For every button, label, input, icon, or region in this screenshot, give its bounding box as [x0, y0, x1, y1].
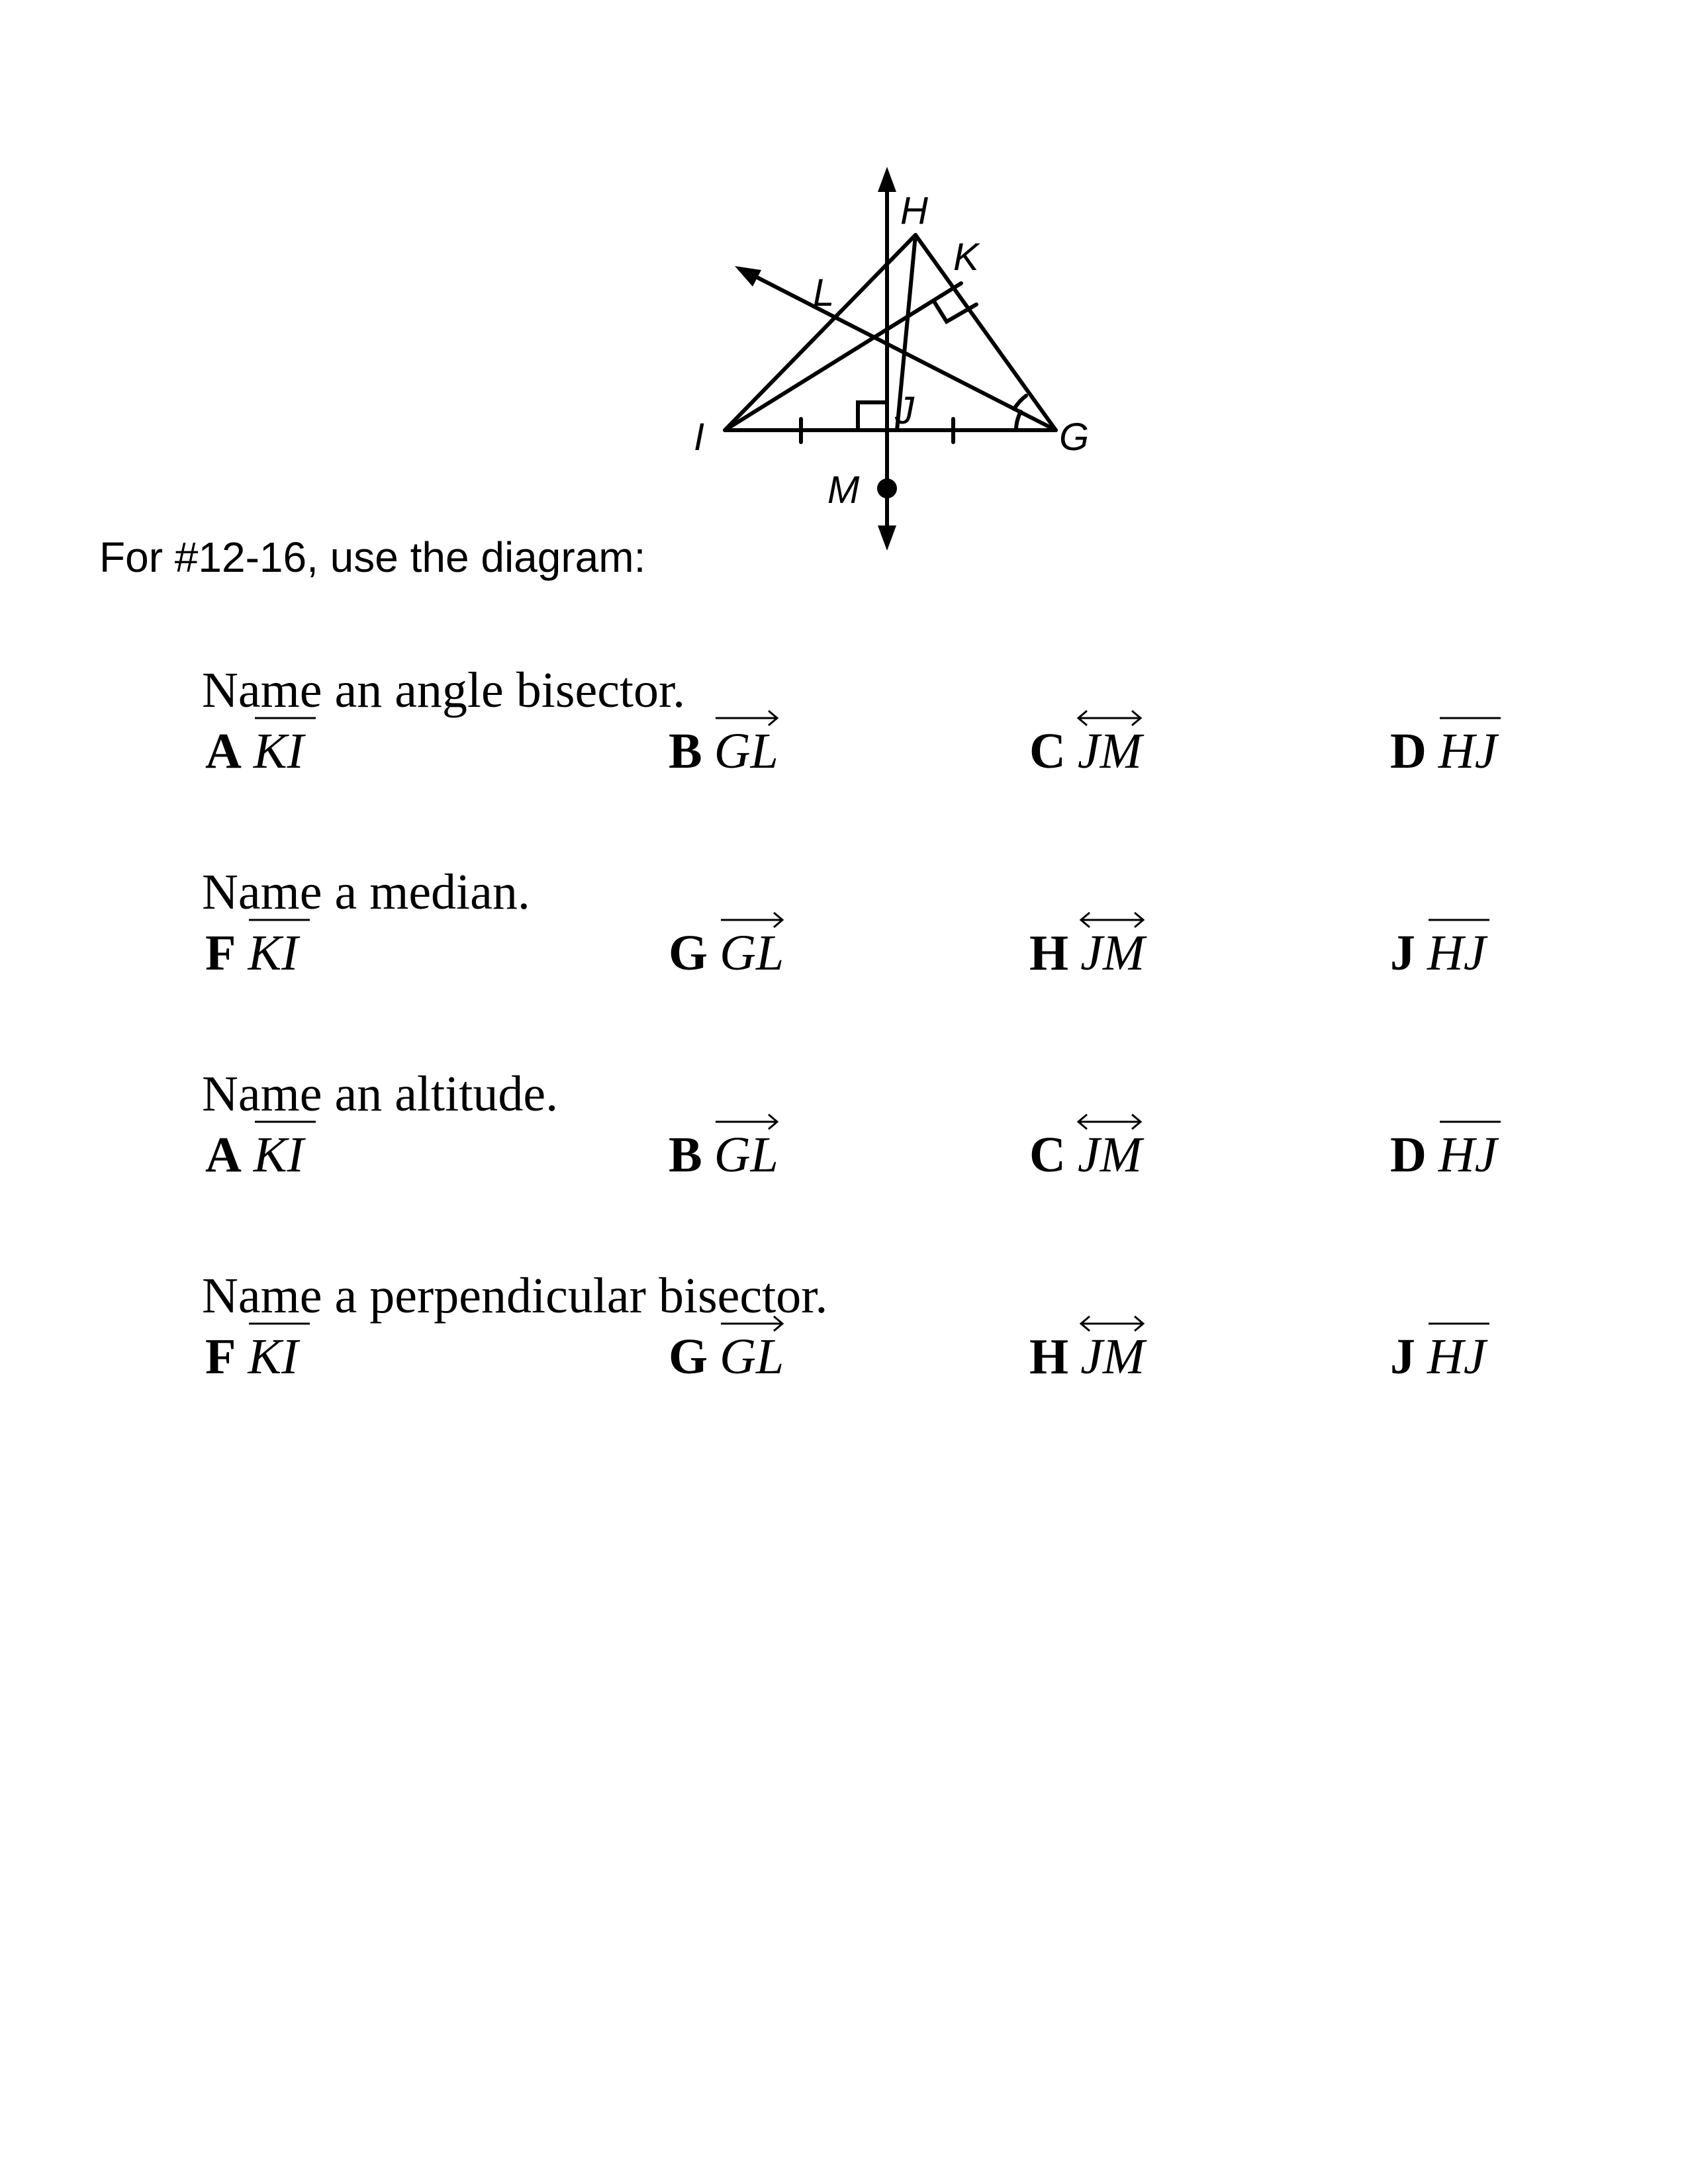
segment-notation — [1427, 1328, 1486, 1386]
notation-text: HJ — [1427, 925, 1486, 981]
notation-text: HJ — [1438, 723, 1497, 779]
choice-letter: C — [1029, 1127, 1066, 1183]
label-g: G — [1059, 416, 1090, 459]
segment-ik — [725, 283, 961, 430]
segment-symbol-icon — [1437, 1112, 1503, 1132]
answer-choice[interactable] — [1390, 1126, 1497, 1184]
choice-letter: G — [669, 925, 708, 981]
ray-notation — [714, 1126, 778, 1184]
choice-letter: F — [205, 925, 236, 981]
segment-notation — [254, 1126, 304, 1184]
choice-letter: A — [205, 723, 242, 779]
answer-choice[interactable] — [1390, 925, 1486, 982]
ray-notation — [720, 925, 784, 982]
choice-letter: A — [205, 1127, 242, 1183]
answer-choice[interactable] — [669, 1328, 784, 1386]
notation-text: GL — [720, 925, 784, 981]
question-prompt: Name an angle bisector. — [202, 662, 686, 718]
right-angle-j — [858, 402, 887, 430]
notation-text: GL — [720, 1329, 784, 1385]
line-symbol-icon — [1076, 1112, 1143, 1132]
ray-symbol-icon — [713, 1112, 779, 1132]
label-k: K — [953, 236, 979, 279]
line-symbol-icon — [1079, 1314, 1145, 1334]
answer-choice[interactable] — [1029, 1328, 1145, 1386]
segment-symbol-icon — [246, 1314, 312, 1334]
choice-letter: J — [1390, 925, 1415, 981]
answer-choice[interactable] — [205, 1328, 298, 1386]
notation-text: JM — [1077, 1127, 1142, 1183]
notation-text: GL — [714, 723, 778, 779]
answer-choice[interactable] — [1029, 723, 1142, 780]
label-l: L — [813, 271, 835, 314]
segment-notation — [1427, 925, 1486, 982]
notation-text: KI — [253, 1127, 304, 1183]
notation-text: KI — [248, 1329, 299, 1385]
segment-symbol-icon — [246, 910, 312, 930]
ray-symbol-icon — [713, 708, 779, 728]
arrowhead-line-down — [878, 525, 896, 551]
line-symbol-icon — [1079, 910, 1145, 930]
notation-text: HJ — [1427, 1329, 1486, 1385]
choice-letter: D — [1390, 723, 1427, 779]
notation-text: JM — [1077, 723, 1142, 779]
choice-letter: B — [669, 723, 702, 779]
answer-choice[interactable] — [669, 1126, 778, 1184]
answer-choice[interactable] — [1390, 723, 1497, 780]
line-notation — [1078, 1126, 1142, 1184]
choice-letter: D — [1390, 1127, 1427, 1183]
answer-choice[interactable] — [205, 925, 298, 982]
point-m — [877, 478, 897, 498]
segment-symbol-icon — [252, 708, 318, 728]
arrowhead-ray-l — [735, 266, 761, 287]
answer-choice[interactable] — [205, 723, 304, 780]
segment-symbol-icon — [1426, 1314, 1492, 1334]
segment-notation — [1438, 723, 1497, 780]
notation-text: GL — [714, 1127, 778, 1183]
label-m: M — [827, 469, 860, 512]
choice-letter: C — [1029, 723, 1066, 779]
notation-text: KI — [248, 925, 299, 981]
segment-notation — [248, 1328, 298, 1386]
diagram-instructions: For #12-16, use the diagram: — [99, 533, 646, 581]
line-notation — [1078, 723, 1142, 780]
segment-notation — [1438, 1126, 1497, 1184]
question-prompt: Name an altitude. — [202, 1066, 559, 1122]
choice-letter: G — [669, 1329, 708, 1385]
answer-choice[interactable] — [205, 1126, 304, 1184]
ray-symbol-icon — [718, 910, 784, 930]
ray-symbol-icon — [718, 1314, 784, 1334]
label-j: J — [895, 389, 914, 432]
answer-choice[interactable] — [1390, 1328, 1486, 1386]
choice-letter: H — [1029, 1329, 1069, 1385]
answer-choice[interactable] — [1029, 925, 1145, 982]
question-prompt: Name a perpendicular bisector. — [202, 1268, 828, 1324]
ray-notation — [720, 1328, 784, 1386]
answer-choice[interactable] — [669, 925, 784, 982]
notation-text: HJ — [1438, 1127, 1497, 1183]
notation-text: KI — [253, 723, 304, 779]
arrowhead-line-up — [878, 167, 896, 192]
segment-symbol-icon — [252, 1112, 318, 1132]
segment-symbol-icon — [1426, 910, 1492, 930]
question-prompt: Name a median. — [202, 864, 530, 920]
answer-choices — [0, 925, 1688, 997]
line-notation — [1080, 925, 1145, 982]
notation-text: JM — [1080, 925, 1145, 981]
segment-symbol-icon — [1437, 708, 1503, 728]
segment-notation — [254, 723, 304, 780]
label-i: I — [694, 416, 705, 459]
angle-arc-g-2 — [1014, 396, 1026, 409]
label-h: H — [900, 189, 928, 232]
answer-choices — [0, 723, 1688, 796]
answer-choice[interactable] — [669, 723, 778, 780]
answer-choices — [0, 1126, 1688, 1199]
choice-letter: H — [1029, 925, 1069, 981]
segment-notation — [248, 925, 298, 982]
choice-letter: B — [669, 1127, 702, 1183]
notation-text: JM — [1080, 1329, 1145, 1385]
ray-notation — [714, 723, 778, 780]
answer-choices — [0, 1328, 1688, 1401]
answer-choice[interactable] — [1029, 1126, 1142, 1184]
angle-arc-g-1 — [1016, 412, 1021, 430]
line-notation — [1080, 1328, 1145, 1386]
choice-letter: J — [1390, 1329, 1415, 1385]
line-symbol-icon — [1076, 708, 1143, 728]
choice-letter: F — [205, 1329, 236, 1385]
